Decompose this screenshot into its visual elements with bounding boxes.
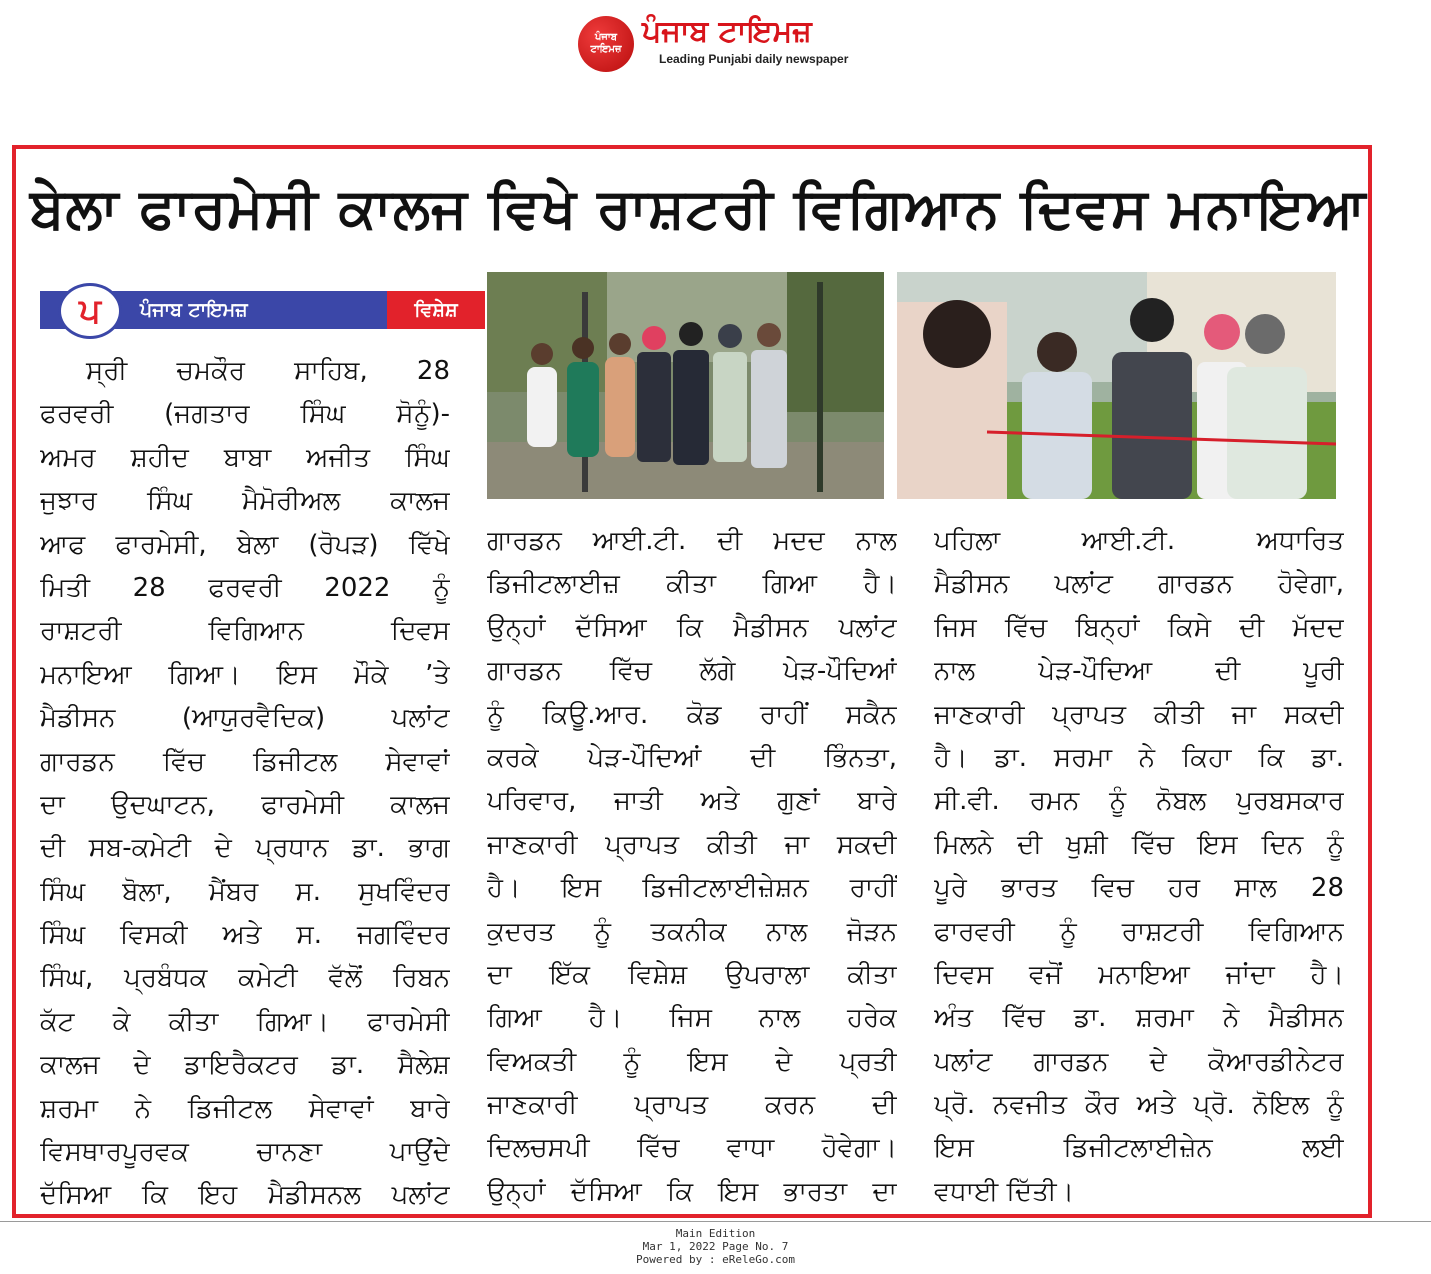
article-headline: ਬੇਲਾ ਫਾਰਮੇਸੀ ਕਾਲਜ ਵਿਖੇ ਰਾਸ਼ਟਰੀ ਵਿਗਿਆਨ ਦਿਵਸ ਮਨਾਇਆ bbox=[30, 176, 1367, 240]
text-line: ਸ੍ਰੀ ਚਮਕੌਰ ਸਾਹਿਬ, 28 bbox=[86, 356, 450, 386]
text-line: ਮੈਡੀਸਨ ਪਲਾਂਟ ਗਾਰਡਨ ਹੋਵੇਗਾ, bbox=[934, 569, 1344, 600]
text-line: ਜਾਣਕਾਰੀ ਪ੍ਰਾਪਤ ਕੀਤੀ ਜਾ ਸਕਦੀ bbox=[487, 829, 897, 860]
text-line: ਨੂੰ ਕਿਊ.ਆਰ. ਕੋਡ ਰਾਹੀਂ ਸਕੈਨ bbox=[487, 699, 897, 730]
text-line: ਸ਼ਰਮਾ ਨੇ ਡਿਜੀਟਲ ਸੇਵਾਵਾਂ ਬਾਰੇ bbox=[40, 1093, 450, 1124]
text-line: ਮੈਡੀਸਨ (ਆਯੁਰਵੈਦਿਕ) ਪਲਾਂਟ bbox=[40, 703, 450, 734]
text-line: ਆਫ ਫਾਰਮੇਸੀ, ਬੇਲਾ (ਰੋਪੜ) ਵਿੱਖੇ bbox=[40, 529, 450, 560]
text-line: ਦੱਸਿਆ ਕਿ ਇਹ ਮੈਡੀਸਨਲ ਪਲਾਂਟ bbox=[40, 1180, 450, 1211]
text-line: ਇਸ ਡਿਜੀਟਲਾਈਜ਼ੇਨ ਲਈ bbox=[934, 1133, 1344, 1164]
footer-divider bbox=[0, 1221, 1431, 1222]
text-line: ਉਨ੍ਹਾਂ ਦੱਸਿਆ ਕਿ ਮੈਡੀਸਨ ਪਲਾਂਟ bbox=[487, 612, 897, 643]
text-line: ਦਾ ਇੱਕ ਵਿਸ਼ੇਸ਼ ਉਪਰਾਲਾ ਕੀਤਾ bbox=[487, 959, 897, 990]
text-line: ਜੁਝਾਰ ਸਿੰਘ ਮੈਮੋਰੀਅਲ ਕਾਲਜ bbox=[40, 486, 450, 517]
brand-strip-tag: ਵਿਸ਼ੇਸ਼ bbox=[387, 291, 485, 329]
brand-strip-logo bbox=[58, 283, 122, 339]
masthead-logo-text: ਪੰਜਾਬ ਟਾਇਮਜ਼ bbox=[590, 32, 622, 55]
text-line: ਵਿਅਕਤੀ ਨੂੰ ਇਸ ਦੇ ਪ੍ਰਤੀ bbox=[487, 1046, 897, 1077]
text-line: ਹੈ। ਇਸ ਡਿਜੀਟਲਾਈਜ਼ੇਸ਼ਨ ਰਾਹੀਂ bbox=[487, 873, 897, 904]
text-line: ਸੀ.ਵੀ. ਰਮਨ ਨੂੰ ਨੋਬਲ ਪੁਰਬਸਕਾਰ bbox=[934, 786, 1344, 817]
text-line: ਵਿਸਥਾਰਪੂਰਵਕ ਚਾਨਣਾ ਪਾਉਂਦੇ bbox=[40, 1137, 450, 1168]
text-line: ਫਾਰਵਰੀ ਨੂੰ ਰਾਸ਼ਟਰੀ ਵਿਗਿਆਨ bbox=[934, 916, 1344, 947]
text-line: ਮਿਤੀ 28 ਫਰਵਰੀ 2022 ਨੂੰ bbox=[40, 572, 450, 603]
text-line: ਦਿਵਸ ਵਜੋਂ ਮਨਾਇਆ ਜਾਂਦਾ ਹੈ। bbox=[934, 959, 1344, 990]
footer-date-page: Mar 1, 2022 Page No. 7 bbox=[642, 1240, 789, 1253]
text-line: ਸਿੰਘ, ਪ੍ਰਬੰਧਕ ਕਮੇਟੀ ਵੱਲੋਂ ਰਿਬਨ bbox=[40, 963, 450, 994]
article-column-1 bbox=[40, 350, 450, 1218]
text-line: ਪ੍ਰੋ. ਨਵਜੀਤ ਕੌਰ ਅਤੇ ਪ੍ਰੋ. ਨੋਇਲ ਨੂੰ bbox=[934, 1090, 1344, 1121]
text-line: ਮਿਲਨੇ ਦੀ ਖੁਸ਼ੀ ਵਿੱਚ ਇਸ ਦਿਨ ਨੂੰ bbox=[934, 829, 1344, 860]
text-line: ਗਿਆ ਹੈ। ਜਿਸ ਨਾਲ ਹਰੇਕ bbox=[487, 1003, 897, 1034]
text-line: ਪਰਿਵਾਰ, ਜਾਤੀ ਅਤੇ ਗੁਣਾਂ ਬਾਰੇ bbox=[487, 786, 897, 817]
text-line: ਗਾਰਡਨ ਵਿੱਚ ਡਿਜੀਟਲ ਸੇਵਾਵਾਂ bbox=[40, 746, 450, 777]
text-line: ਕੱਟ ਕੇ ਕੀਤਾ ਗਿਆ। ਫਾਰਮੇਸੀ bbox=[40, 1006, 450, 1037]
text-line: ਦੀ ਸਬ-ਕਮੇਟੀ ਦੇ ਪ੍ਰਧਾਨ ਡਾ. ਭਾਗ bbox=[40, 833, 450, 864]
text-line: ਅਮਰ ਸ਼ਹੀਦ ਬਾਬਾ ਅਜੀਤ ਸਿੰਘ bbox=[40, 442, 450, 473]
masthead bbox=[578, 12, 868, 72]
text-line: ਹੈ। ਡਾ. ਸਰਮਾ ਨੇ ਕਿਹਾ ਕਿ ਡਾ. bbox=[934, 742, 1344, 773]
masthead-logo bbox=[578, 16, 634, 72]
text-line: ਗਾਰਡਨ ਵਿੱਚ ਲੱਗੇ ਪੇੜ-ਪੌਦਿਆਂ bbox=[487, 656, 897, 687]
text-line: ਪਹਿਲਾ ਆਈ.ਟੀ. ਅਧਾਰਿਤ bbox=[934, 526, 1344, 556]
masthead-title: ਪੰਜਾਬ ਟਾਇਮਜ਼ bbox=[642, 14, 812, 49]
brand-strip bbox=[40, 283, 458, 331]
text-line: ਕਾਲਜ ਦੇ ਡਾਇਰੈਕਟਰ ਡਾ. ਸੈਲੇਸ਼ bbox=[40, 1050, 450, 1081]
page-footer bbox=[0, 1227, 1431, 1266]
text-line: ਜਾਣਕਾਰੀ ਪ੍ਰਾਪਤ ਕਰਨ ਦੀ bbox=[487, 1090, 897, 1121]
text-line: ਮਨਾਇਆ ਗਿਆ। ਇਸ ਮੌਕੇ ’ਤੇ bbox=[40, 659, 450, 690]
text-line: ਵਧਾਈ ਦਿੱਤੀ। bbox=[934, 1176, 1075, 1207]
text-line: ਫਰਵਰੀ (ਜਗਤਾਰ ਸਿੰਘ ਸੋਨੂੰ)- bbox=[40, 399, 450, 430]
article-column-3 bbox=[934, 520, 1344, 1214]
text-line: ਜਾਣਕਾਰੀ ਪ੍ਰਾਪਤ ਕੀਤੀ ਜਾ ਸਕਦੀ bbox=[934, 699, 1344, 730]
text-line: ਦਾ ਉਦਘਾਟਨ, ਫਾਰਮੇਸੀ ਕਾਲਜ bbox=[40, 789, 450, 820]
text-line: ਉਨ੍ਹਾਂ ਦੱਸਿਆ ਕਿ ਇਸ ਭਾਰਤਾ ਦਾ bbox=[487, 1176, 897, 1207]
footer-edition: Main Edition bbox=[675, 1227, 756, 1240]
text-line: ਦਿਲਚਸਪੀ ਵਿੱਚ ਵਾਧਾ ਹੋਵੇਗਾ। bbox=[487, 1133, 897, 1164]
text-line: ਰਾਸ਼ਟਰੀ ਵਿਗਿਆਨ ਦਿਵਸ bbox=[40, 616, 450, 647]
group-photo bbox=[487, 272, 884, 499]
footer-powered-by: Powered by : eReleGo.com bbox=[636, 1253, 795, 1266]
text-line: ਸਿੰਘ ਬੋਲਾ, ਮੈਂਬਰ ਸ. ਸੁਖਵਿੰਦਰ bbox=[40, 876, 450, 907]
brand-strip-name: ਪੰਜਾਬ ਟਾਇਮਜ਼ bbox=[140, 299, 248, 321]
ribbon-cutting-photo bbox=[897, 272, 1336, 499]
brand-strip-logo-glyph: ਪ bbox=[79, 291, 101, 331]
text-line: ਕੁਦਰਤ ਨੂੰ ਤਕਨੀਕ ਨਾਲ ਜੋੜਨ bbox=[487, 916, 897, 947]
text-line: ਪਲਾਂਟ ਗਾਰਡਨ ਦੇ ਕੋਆਰਡੀਨੇਟਰ bbox=[934, 1046, 1344, 1077]
article-column-2 bbox=[487, 520, 897, 1214]
text-line: ਜਿਸ ਵਿੱਚ ਬਿਨ੍ਹਾਂ ਕਿਸੇ ਦੀ ਮੱਦਦ bbox=[934, 612, 1344, 643]
text-line: ਪੂਰੇ ਭਾਰਤ ਵਿਚ ਹਰ ਸਾਲ 28 bbox=[934, 873, 1344, 904]
text-line: ਗਾਰਡਨ ਆਈ.ਟੀ. ਦੀ ਮਦਦ ਨਾਲ bbox=[487, 526, 897, 556]
text-line: ਸਿੰਘ ਵਿਸਕੀ ਅਤੇ ਸ. ਜਗਵਿੰਦਰ bbox=[40, 920, 450, 951]
text-line: ਕਰਕੇ ਪੇੜ-ਪੌਦਿਆਂ ਦੀ ਭਿੰਨਤਾ, bbox=[487, 742, 897, 773]
masthead-tagline: Leading Punjabi daily newspaper bbox=[659, 52, 849, 66]
text-line: ਅੰਤ ਵਿੱਚ ਡਾ. ਸ਼ਰਮਾ ਨੇ ਮੈਡੀਸਨ bbox=[934, 1003, 1344, 1034]
text-line: ਨਾਲ ਪੇੜ-ਪੌਦਿਆ ਦੀ ਪੂਰੀ bbox=[934, 656, 1344, 687]
text-line: ਡਿਜੀਟਲਾਈਜ਼ ਕੀਤਾ ਗਿਆ ਹੈ। bbox=[487, 569, 897, 600]
